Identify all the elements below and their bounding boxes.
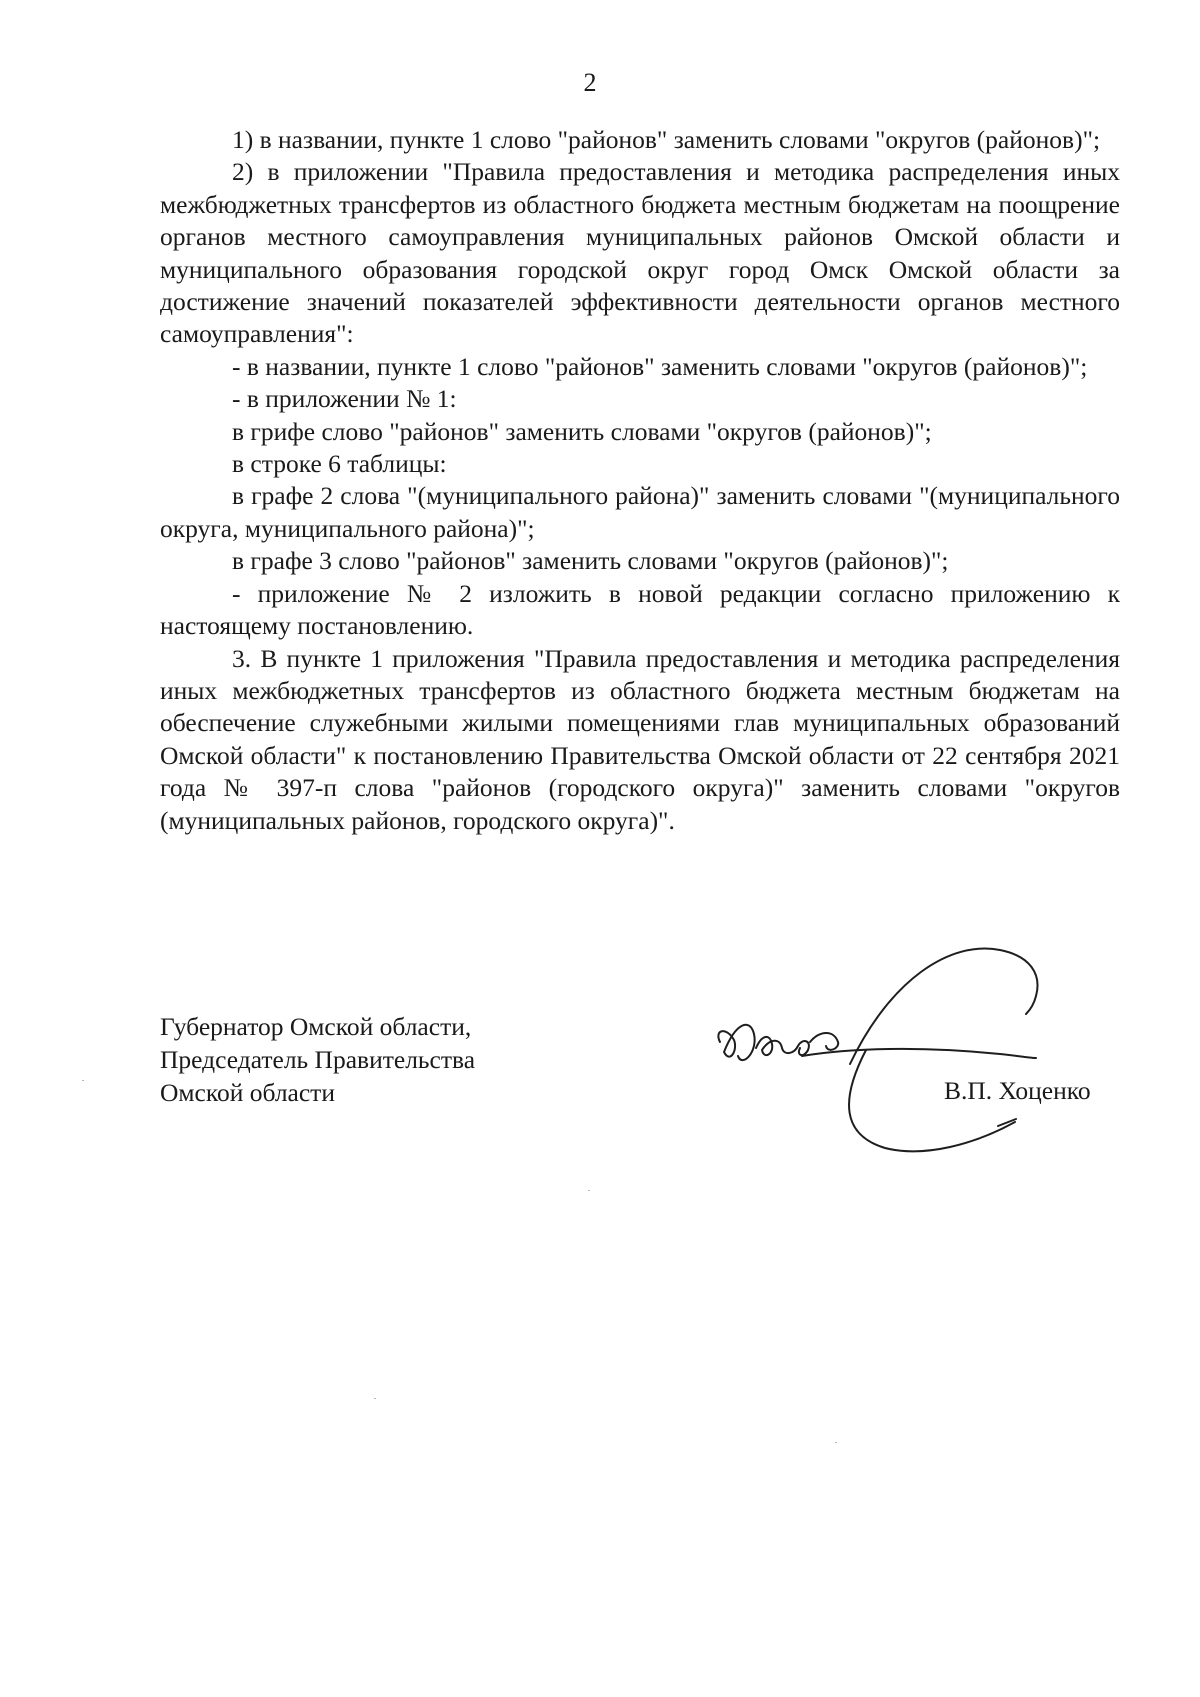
scan-speck [374, 1398, 376, 1399]
signatory-position-line-2: Председатель Правительства [160, 1045, 476, 1074]
signatory-position [160, 1010, 475, 1109]
paragraph-1: 1) в названии, пункте 1 слово "районов" заменить словами "округов (районов)"; [232, 125, 1101, 154]
scan-speck [588, 1190, 590, 1191]
scan-speck [82, 1080, 84, 1081]
paragraph-6: в строке 6 таблицы: [232, 449, 447, 479]
signatory-position-line-1: Губернатор Омской области, [160, 1012, 472, 1041]
signatory-name: В.П. Хоценко [944, 1076, 1091, 1105]
document-body [160, 124, 1120, 837]
scan-speck [835, 1442, 837, 1443]
paragraph-5: в грифе слово "районов" заменить словами "округов (районов)"; [232, 416, 932, 446]
page-number: 2 [583, 68, 597, 97]
paragraph-3: - в названии, пункте 1 слово "районов" заменить словами "округов (районов)"; [232, 351, 1088, 381]
paragraph-10: 3. В пункте 1 приложения "Правила предоставления и методика распределения иных межбюджетных трансфертов из областного бюджета местным бюджетам на обеспечение служебными жилыми помещениями глав муниципальных образований Омской области" к постановлению Правительства Омской области от 22 сентября 2021 года № 397-п слова "районов (городского округа)" заменить словами "округов (муниципальных районов, городского округа)". [160, 643, 1120, 835]
signatory-position-line-3: Омской области [160, 1078, 335, 1107]
handwritten-signature [700, 930, 1100, 1170]
paragraph-9: - приложение № 2 изложить в новой редакции согласно приложению к настоящему постановлению. [160, 578, 1120, 641]
paragraph-4: - в приложении № 1: [232, 384, 457, 414]
paragraph-2: 2) в приложении "Правила предоставления и методика распределения иных межбюджетных трансфертов из областного бюджета местным бюджетам на поощрение органов местного самоуправления муниципальных районов Омской области и муниципального образования городской округ город Омск Омской области за достижение значений показателей эффективности деятельности органов местного самоуправления": [160, 157, 1120, 349]
paragraph-7: в графе 2 слова "(муниципального района)" заменить словами "(муниципального округа, муниципального района)"; [160, 481, 1120, 543]
paragraph-8: в графе 3 слово "районов" заменить словами "округов (районов)"; [232, 546, 949, 576]
